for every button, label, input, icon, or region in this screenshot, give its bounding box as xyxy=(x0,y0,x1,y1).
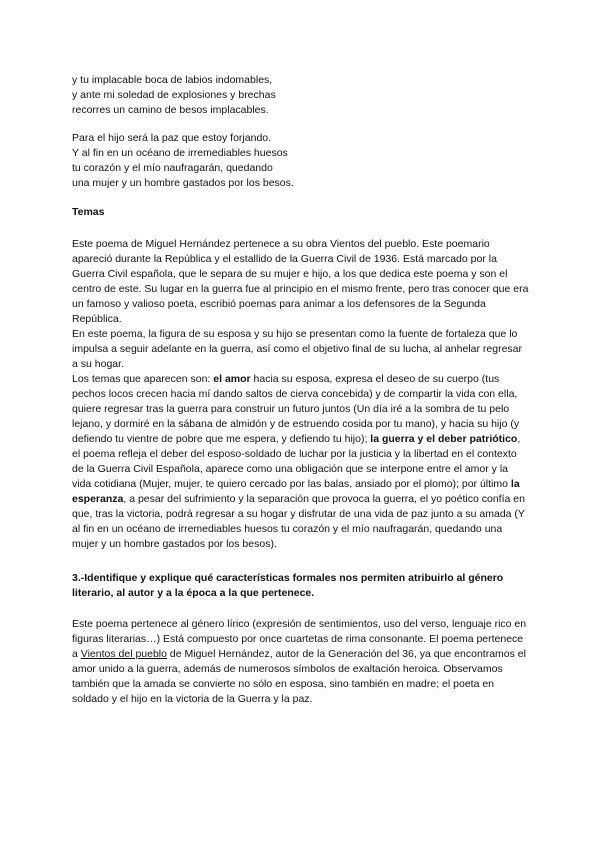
poem-line: Para el hijo será la paz que estoy forjando. xyxy=(72,132,272,144)
text-run: hacia su esposa, expresa el deseo de su cuerpo (tus pechos locos crecen hacia mí dando saltos de cierva concebida) y de compartir la vida con ella, quiere regresar tras la guerra para construir un futuro juntos (Un día iré a la sombra de tu pelo lejano, y dormiré en la sábana de almidón y de estruendo cosida por tu mano), y hacia su hijo (y defiendo tu vientre de pobre que me espera, y defiendo tu hijo); xyxy=(72,373,520,445)
text-run: Este poema pertenece al género lírico (expresión de sentimientos, uso del verso, lenguaje rico en figuras literarias…) Está compuesto por once cuartetas de rima consonante. El poema pertenece a xyxy=(72,618,527,660)
section-3-heading: 3.-Identifique y explique qué características formales nos permiten atribuirlo al género literario, al autor y a la época a la que pertenece. xyxy=(72,572,504,599)
book-title-link[interactable]: Vientos del pueblo xyxy=(80,648,167,660)
poem-stanza-2 xyxy=(72,131,530,191)
bold-term-guerra: la guerra y el deber patriótico xyxy=(370,433,518,445)
poem-line: y tu implacable boca de labios indomables, xyxy=(72,74,273,86)
poem-line: tu corazón y el mío naufragarán, quedando xyxy=(72,162,273,174)
poem-stanza-1 xyxy=(72,73,530,118)
temas-paragraph-1: Este poema de Miguel Hernández pertenece a su obra Vientos del pueblo. Este poemario apareció durante la República y el estallido de la Guerra Civil de 1936. Está marcado por la Guerra Civil española, que le separa de su mujer e hijo, a los que dedica este poema y son el centro de este. Su lugar en la guerra fue al principio en el mismo frente, pero tras conocer que era un famoso y valioso poeta, escribió poemas para animar a los defensores de la Segunda República. xyxy=(72,238,529,325)
section-3-paragraph xyxy=(72,617,530,707)
text-run: , a pesar del sufrimiento y la separación que provoca la guerra, el yo poético confía en que, tras la victoria, podrá regresar a su hogar y disfrutar de una vida de paz junto a su amada (Y al fin en un océano de irremediables huesos tu corazón y el mío naufragarán, quedando una mujer y un hombre gastados por los besos). xyxy=(72,493,525,550)
text-run: Los temas que aparecen son: xyxy=(72,373,214,385)
text-run: de Miguel Hernández, autor de la Generación del 36, ya que encontramos el amor unido a la guerra, además de numerosos símbolos de exaltación heroica. Observamos también que la amada se convierte no sólo en esposa, sino también en madre; el poeta en soldado y el hijo en la victoria de la Guerra y la paz. xyxy=(72,648,526,705)
text-run: , el poema refleja el deber del esposo-soldado de luchar por la justicia y la libertad en el contexto de la Guerra Civil Española, aparece como una obligación que se interpone entre el amor y la vida cotidiana (Mujer, mujer, te quiero cercado por las balas, ansiado por el plomo); por último xyxy=(72,433,521,490)
poem-line: y ante mi soledad de explosiones y brechas xyxy=(72,89,276,101)
temas-paragraph-group xyxy=(72,237,530,552)
poem-line: recorres un camino de besos implacables. xyxy=(72,104,269,116)
temas-heading: Temas xyxy=(72,206,105,218)
poem-line: una mujer y un hombre gastados por los besos. xyxy=(72,177,294,189)
temas-paragraph-3 xyxy=(72,372,530,552)
temas-paragraph-2: En este poema, la figura de su esposa y su hijo se presentan como la fuente de fortaleza que lo impulsa a seguir adelante en la guerra, así como el objetivo final de su lucha, al anhelar regresar a su hogar. xyxy=(72,328,523,370)
bold-term-esperanza: la esperanza xyxy=(72,478,520,505)
bold-term-amor: el amor xyxy=(213,373,251,385)
poem-line: Y al fin en un océano de irremediables huesos xyxy=(72,147,288,159)
